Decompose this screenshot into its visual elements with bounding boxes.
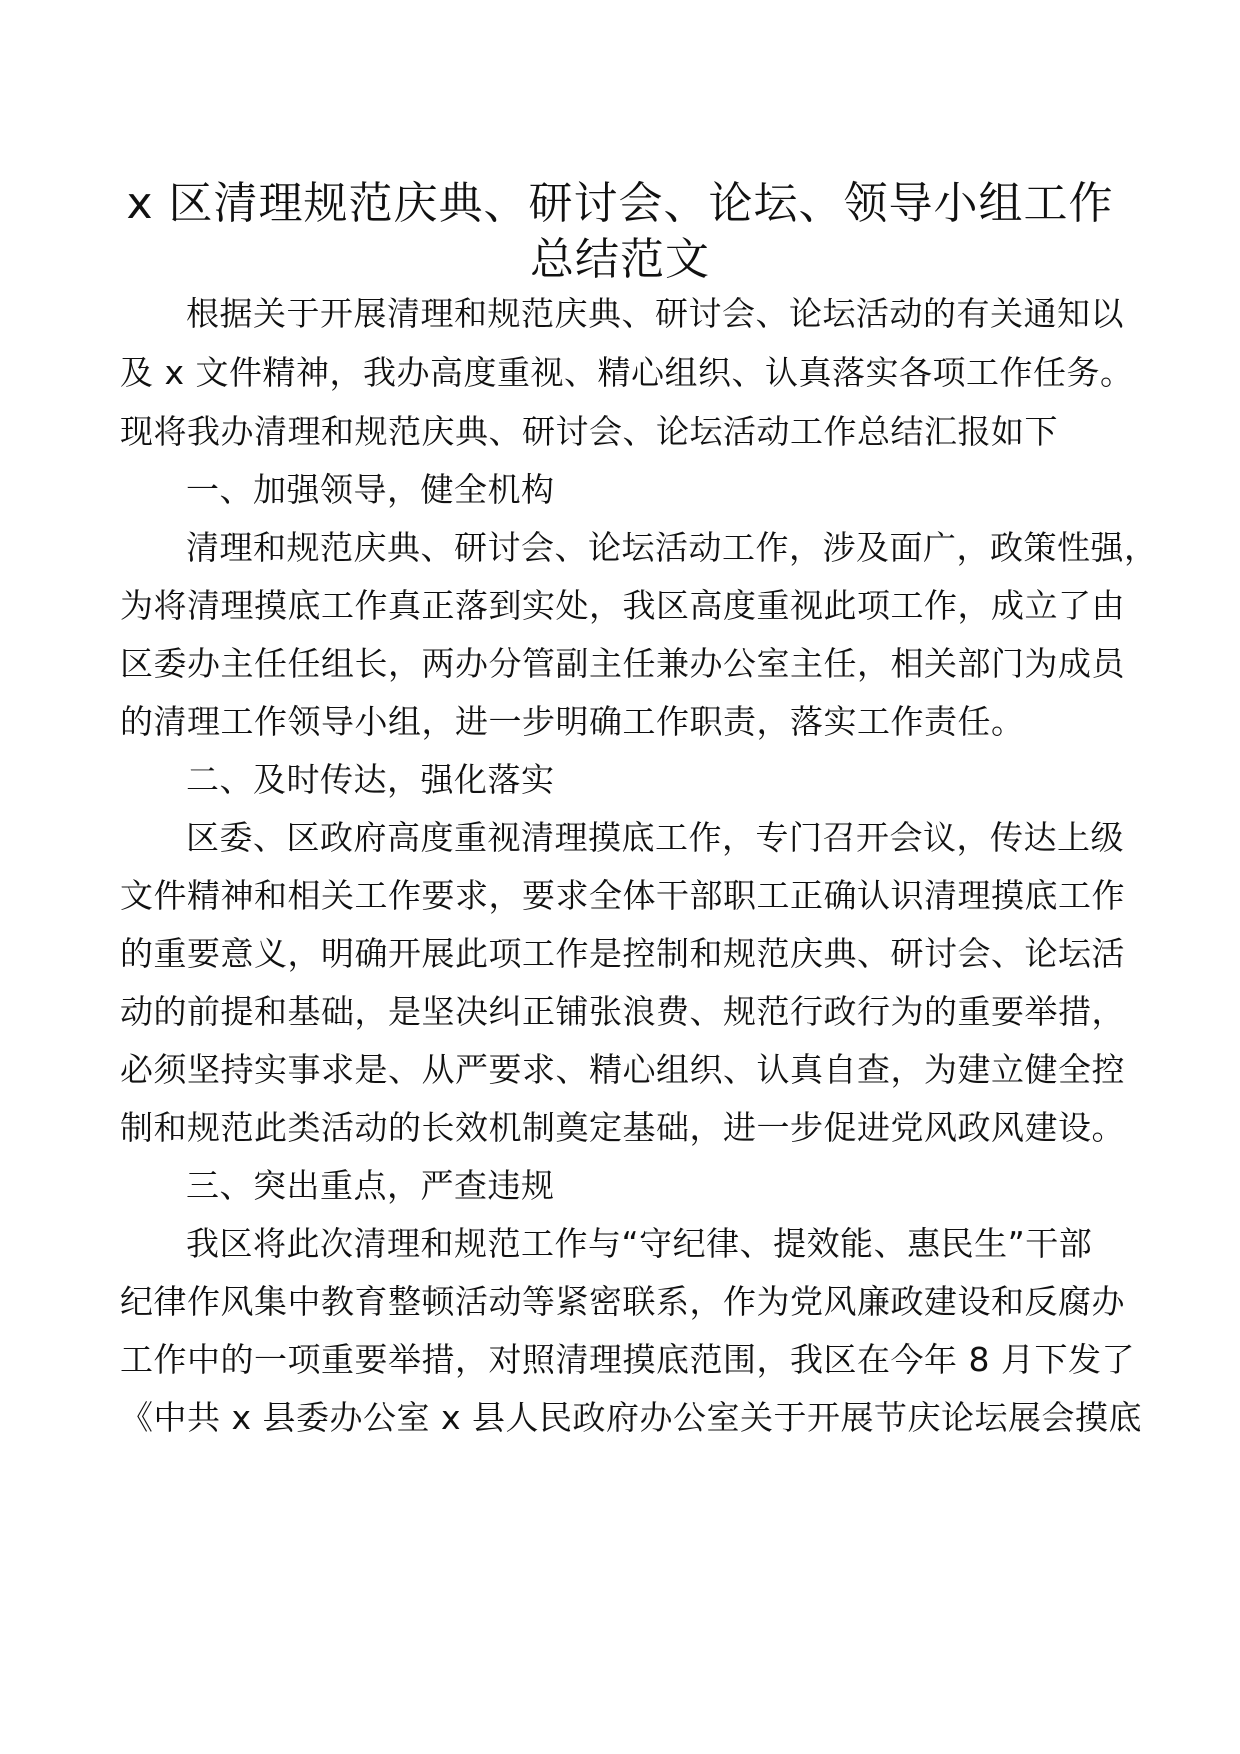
section-3-paragraph-line: 工作中的一项重要举措，对照清理摸底范围，我区在今年 8 月下发了 [120, 1340, 1135, 1379]
section-2-paragraph-line: 文件精神和相关工作要求，要求全体干部职工正确认识清理摸底工作 [120, 876, 1125, 915]
intro-paragraph-line: 及 x 文件精神，我办高度重视、精心组织、认真落实各项工作任务。 [120, 353, 1134, 392]
intro-paragraph-line: 现将我办清理和规范庆典、研讨会、论坛活动工作总结汇报如下 [120, 412, 1058, 451]
section-3-paragraph-line: 《中共 x 县委办公室 x 县人民政府办公室关于开展节庆论坛展会摸底 [120, 1398, 1143, 1437]
section-2-paragraph-line: 动的前提和基础，是坚决纠正铺张浪费、规范行政行为的重要举措， [120, 992, 1125, 1031]
section-2-paragraph-line: 必须坚持实事求是、从严要求、精心组织、认真自查，为建立健全控 [120, 1050, 1125, 1089]
section-1-heading: 一、加强领导，健全机构 [186, 470, 555, 509]
section-1-paragraph-line: 为将清理摸底工作真正落到实处，我区高度重视此项工作，成立了由 [120, 586, 1125, 625]
section-3-heading: 三、突出重点，严查违规 [186, 1166, 555, 1205]
section-1-paragraph-line: 清理和规范庆典、研讨会、论坛活动工作，涉及面广，政策性强， [186, 528, 1158, 567]
section-2-paragraph-line: 制和规范此类活动的长效机制奠定基础，进一步促进党风政风建设。 [120, 1108, 1125, 1147]
document-title-line-1: x 区清理规范庆典、研讨会、论坛、领导小组工作 [126, 178, 1114, 229]
section-2-heading: 二、及时传达，强化落实 [186, 760, 555, 799]
section-2-paragraph-line: 区委、区政府高度重视清理摸底工作，专门召开会议，传达上级 [186, 818, 1124, 857]
document-title-line-2: 总结范文 [530, 234, 710, 285]
intro-paragraph-line: 根据关于开展清理和规范庆典、研讨会、论坛活动的有关通知以 [186, 294, 1124, 333]
section-1-paragraph-line: 的清理工作领导小组，进一步明确工作职责，落实工作责任。 [120, 702, 1025, 741]
section-3-paragraph-line: 我区将此次清理和规范工作与“守纪律、提效能、惠民生”干部 [186, 1224, 1093, 1263]
section-1-paragraph-line: 区委办主任任组长，两办分管副主任兼办公室主任，相关部门为成员 [120, 644, 1125, 683]
section-2-paragraph-line: 的重要意义，明确开展此项工作是控制和规范庆典、研讨会、论坛活 [120, 934, 1125, 973]
section-3-paragraph-line: 纪律作风集中教育整顿活动等紧密联系，作为党风廉政建设和反腐办 [120, 1282, 1125, 1321]
